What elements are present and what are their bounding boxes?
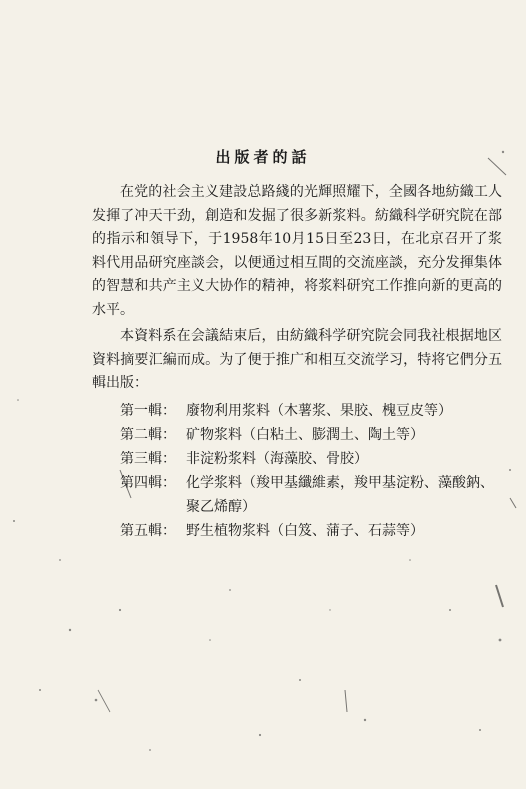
compilation-paragraph: 本資料系在会議結束后，由紡織科学研究院会同我社根据地区資料摘要汇編而成。为了便于推广和相互交流学习，特将它們分五輯出版： — [92, 328, 502, 391]
series-name: 第五輯： — [120, 522, 176, 539]
body-text — [92, 181, 502, 543]
series-item — [92, 399, 502, 423]
series-name: 第四輯： — [120, 474, 176, 491]
intro-paragraph: 在党的社会主义建設总路綫的光輝照耀下，全國各地紡織工人发揮了冲天干劲，創造和发掘了很多新浆料。紡織科学研究院在部的指示和領导下，于1958年10月15日至23日，在北京召开了浆料代用品研究座談会，以便通过相互間的交流座談，充分发揮集体的智慧和共产主义大协作的精神，将浆料研究工作推向新的更高的水平。 — [92, 184, 502, 318]
page-title: 出版者的話 — [215, 148, 311, 166]
series-desc: 廢物利用浆料（木薯浆、果胶、槐豆皮等） — [186, 402, 452, 419]
series-desc: 非淀粉浆料（海藻胶、骨胶） — [186, 450, 368, 467]
series-desc: 化学浆料（羧甲基纖維素，羧甲基淀粉、藻酸鈉、聚乙烯醇） — [186, 474, 494, 515]
series-item — [92, 447, 502, 471]
series-list — [92, 399, 502, 543]
series-name: 第三輯： — [120, 450, 176, 467]
series-name: 第二輯： — [120, 426, 176, 443]
series-desc: 矿物浆料（白粘土、膨潤土、陶土等） — [186, 426, 424, 443]
series-item — [92, 519, 502, 543]
series-item — [92, 471, 502, 519]
series-name: 第一輯： — [120, 402, 176, 419]
series-item — [92, 423, 502, 447]
series-desc: 野生植物浆料（白笈、蒲子、石蒜等） — [186, 522, 424, 539]
